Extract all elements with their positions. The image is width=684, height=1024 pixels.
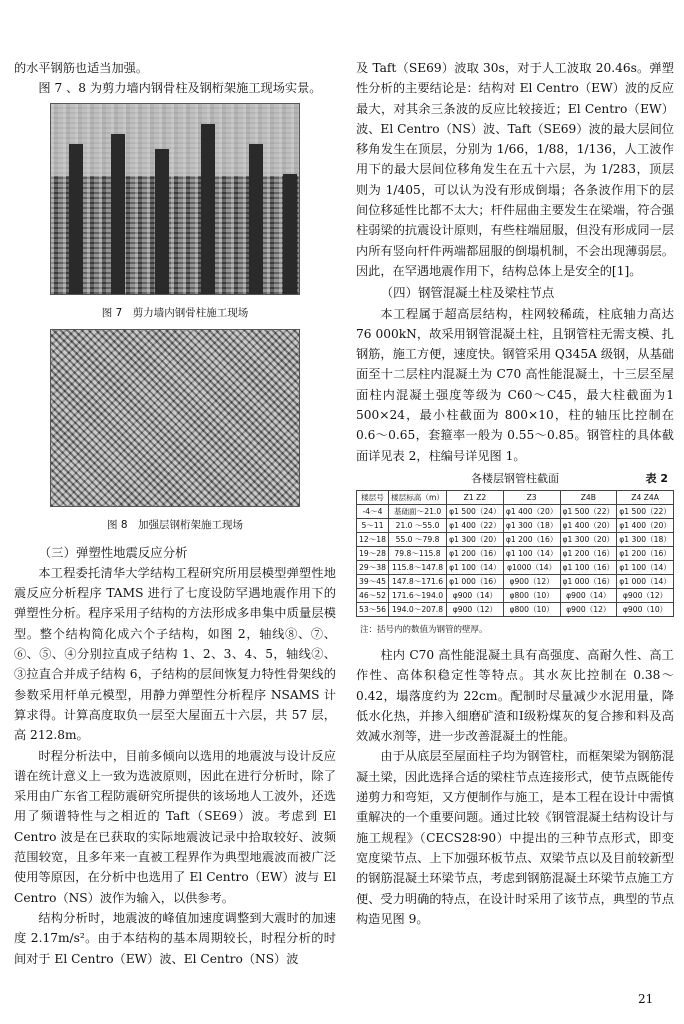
table-cell: φ1 300（20） [560, 532, 617, 546]
section-4-title: （四）钢管混凝土柱及梁柱节点 [380, 285, 555, 301]
paragraph-4: 本工程属于超高层结构，柱网较稀疏，柱底轴力高达76 000kN，故采用钢管混凝土柱，且钢管柱无需支模、扎钢筋，施工方便，速度快。钢管采用 Q345A 级钢，从基础面至十二层柱内混凝土为 C70 高性能混凝土，十三层至屋面柱内混凝土强度等级为 C60～C45，最大柱截面为1 500×24，最小柱截面为 800×10，柱的轴压比控制在 0.6～0.65，套箍率一般为 0.55～0.85。钢管柱的具体截面详见表 2，柱编号详见图 1。 [356, 306, 674, 463]
figure-7-caption: 图 7 剪力墙内钢骨柱施工现场 [101, 306, 249, 319]
table-cell: φ1 100（16） [560, 560, 617, 574]
paragraph-top-2: 图 7 、8 为剪力墙内钢骨柱及钢桁架施工现场实景。 [38, 81, 322, 96]
page-number: 21 [638, 992, 654, 1006]
table-cell: φ900（10） [617, 602, 674, 616]
table-cell: φ1 200（16） [560, 546, 617, 560]
paragraph-3: 结构分析时，地震波的峰值加速度调整到大震时的加速度 2.17m/s²。由于本结构的基本周期较长，时程分析的时间对于 El Centro（EW）波、El Centro（NS）波 [14, 910, 336, 966]
table-cell: φ1 400（20） [617, 518, 674, 532]
table-cell: φ1 200（16） [447, 546, 504, 560]
table-cell: φ1 000（16） [447, 574, 504, 588]
table-cell: φ900（12） [447, 602, 504, 616]
table-cell: 194.0～207.8 [388, 602, 446, 616]
table-cell: 147.8～171.6 [388, 574, 446, 588]
table-cell: φ1 500（22） [617, 504, 674, 518]
table-cell: 79.8～115.8 [388, 546, 446, 560]
table-cell: φ1 000（16） [560, 574, 617, 588]
table-cell: φ800（10） [503, 602, 560, 616]
table-cell: φ800（10） [503, 588, 560, 602]
table-cell: φ900（12） [560, 602, 617, 616]
table-cell: φ1 300（20） [447, 532, 504, 546]
section-3-title: （三）弹塑性地震反应分析 [38, 544, 188, 560]
table-row [357, 602, 674, 616]
table-cell: -4～4 [357, 504, 389, 518]
table-header: Z4 Z4A [617, 490, 674, 504]
table-cell: 5～11 [357, 518, 389, 532]
table-row [357, 518, 674, 532]
table-cell: φ900（14） [560, 588, 617, 602]
table-cell: φ1 300（18） [617, 532, 674, 546]
table-row [357, 504, 674, 518]
table-cell: φ1 300（18） [503, 518, 560, 532]
figure-8-photo [50, 329, 300, 507]
table-cell: φ1 100（14） [503, 546, 560, 560]
paragraph-2: 时程分析法中，目前多倾向以选用的地震波与设计反应谱在统计意义上一致为选波原则，因此在进行分析时，除了采用由广东省工程防震研究所提供的该场地人工波外，还选用了频谱特性与之相近的 Taft（SE69）波。考虑到 El Centro 波是在已获取的实际地震波记录中拾取较好、波频范围较宽，且多年来一直被工程界作为典型地震波而被广泛使用等原因，在分析中也选用了 El Centro（EW）波与 El Centro（NS）波作为输入，以供参考。 [14, 748, 336, 905]
table-cell: φ1 500（24） [447, 504, 504, 518]
table-cell: 19～28 [357, 546, 389, 560]
table-cell: 12～18 [357, 532, 389, 546]
table-row [357, 574, 674, 588]
table-cell: 29～38 [357, 560, 389, 574]
table-cell: 171.6～194.0 [388, 588, 446, 602]
table-header: Z4B [560, 490, 617, 504]
figure-7-photo [50, 103, 300, 295]
table-row [357, 588, 674, 602]
table-cell: φ1 500（22） [560, 504, 617, 518]
table-note: 注：括号内的数值为钢管的壁厚。 [360, 624, 488, 635]
table-row [357, 532, 674, 546]
table-cell: 21.0 ～55.0 [388, 518, 446, 532]
table-header: Z1 Z2 [447, 490, 504, 504]
table-cell: φ900（12） [503, 574, 560, 588]
table-cell: 115.8～147.8 [388, 560, 446, 574]
paragraph-5: 柱内 C70 高性能混凝土具有高强度、高耐久性、高工作性、高体积稳定性等特点。其水灰比控制在 0.38～0.42，塌落度约为 22cm。配制时尽量减少水泥用量，降低水化热，并掺入细磨矿渣和Ⅰ级粉煤灰的复合掺和料及高效减水剂等，进一步改善混凝土的性能。 [356, 647, 674, 744]
left-column [14, 58, 336, 969]
paragraph-continued: 及 Taft（SE69）波取 30s，对于人工波取 20.46s。弹塑性分析的主要结论是：结构对 El Centro（EW）波的反应最大，对其余三条波的反应比较接近；El Centro（EW）波、El Centro（NS）波、Taft（SE69）波的最大层间位移角发生在顶层，分别为 1/66，1/88，1/136，人工波作用下的最大层间位移角发生在五十六层，为 1/283，顶层则为 1/405，可以认为没有形成倒塌；各条波作用下的层间位移延性比都不太大；杆件屈曲主要发生在梁端，符合强柱弱梁的抗震设计原则，有些柱端屈服，但没有形成同一层内所有竖向杆件两端都屈服的倒塌机制，不会出现薄弱层。因此，在罕遇地震作用下，结构总体上是安全的[1]。 [356, 61, 674, 278]
table-row [357, 546, 674, 560]
right-column [356, 58, 674, 929]
table-cell: φ1 400（20） [560, 518, 617, 532]
figure-8-caption: 图 8 加强层钢桁架施工现场 [106, 518, 244, 531]
table-cell: 55.0 ～79.8 [388, 532, 446, 546]
table-cell: 53～56 [357, 602, 389, 616]
table-cell: φ1 200（16） [617, 546, 674, 560]
table-label: 表 2 [645, 471, 668, 485]
table-header: 楼层标高（m） [388, 490, 446, 504]
table-cell: 39～45 [357, 574, 389, 588]
table-cell: φ1 400（20） [503, 504, 560, 518]
table-cell: φ900（12） [617, 588, 674, 602]
table-cell: φ1 200（16） [503, 532, 560, 546]
table-cell: φ1000（14） [503, 560, 560, 574]
table-cell: φ900（14） [447, 588, 504, 602]
table-cell: φ1 100（14） [447, 560, 504, 574]
table-header: 楼层号 [357, 490, 389, 504]
table-cell: φ1 400（22） [447, 518, 504, 532]
paragraph-6: 由于从底层至屋面柱子均为钢管柱，而框架梁为钢筋混凝土梁，因此选择合适的梁柱节点连接形式，使节点既能传递剪力和弯矩，又方便制作与施工，是本工程在设计中需慎重解决的一个重要问题。通过比较《钢管混凝土结构设计与施工规程》（CECS28∶90）中提出的三种节点形式，即变宽度梁节点、上下加强环板节点、双梁节点以及目前较新型的钢筋混凝土环梁节点，考虑到钢筋混凝土环梁节点施工方便、受力明确的特点，在设计时采用了该节点，典型的节点构造见图 9。 [356, 749, 674, 926]
table-title: 各楼层钢管柱截面 [471, 471, 559, 485]
table-caption [356, 470, 674, 488]
table-header: Z3 [503, 490, 560, 504]
paragraph-1: 本工程委托清华大学结构工程研究所用层模型弹塑性地震反应分析程序 TAMS 进行了七度设防罕遇地震作用下的弹塑性分析。程序采用子结构的方法形成多串集中质量层模型。整个结构简化成六个子结构，如图 2，轴线⑧、⑦、⑥、⑤、④分别拉直成子结构 1、2、3、4、5，轴线②、③拉直合并成子结构 6，子结构的层间恢复力特性骨架线的参数采用杆单元模型，用静力弹塑性分析程序 NSAMS 计算求得。计算高度取负一层至大屋面五十六层，共 57 层，高 212.8m。 [14, 565, 336, 743]
table-cell: 46～52 [357, 588, 389, 602]
table-cell: φ1 000（14） [617, 574, 674, 588]
table-header-row [357, 490, 674, 504]
table-row [357, 560, 674, 574]
table-cell: 基础面～21.0 [388, 504, 446, 518]
paragraph-top-1: 的水平钢筋也适当加强。 [14, 61, 149, 75]
column-section-table [356, 490, 674, 617]
table-cell: φ1 100（14） [617, 560, 674, 574]
